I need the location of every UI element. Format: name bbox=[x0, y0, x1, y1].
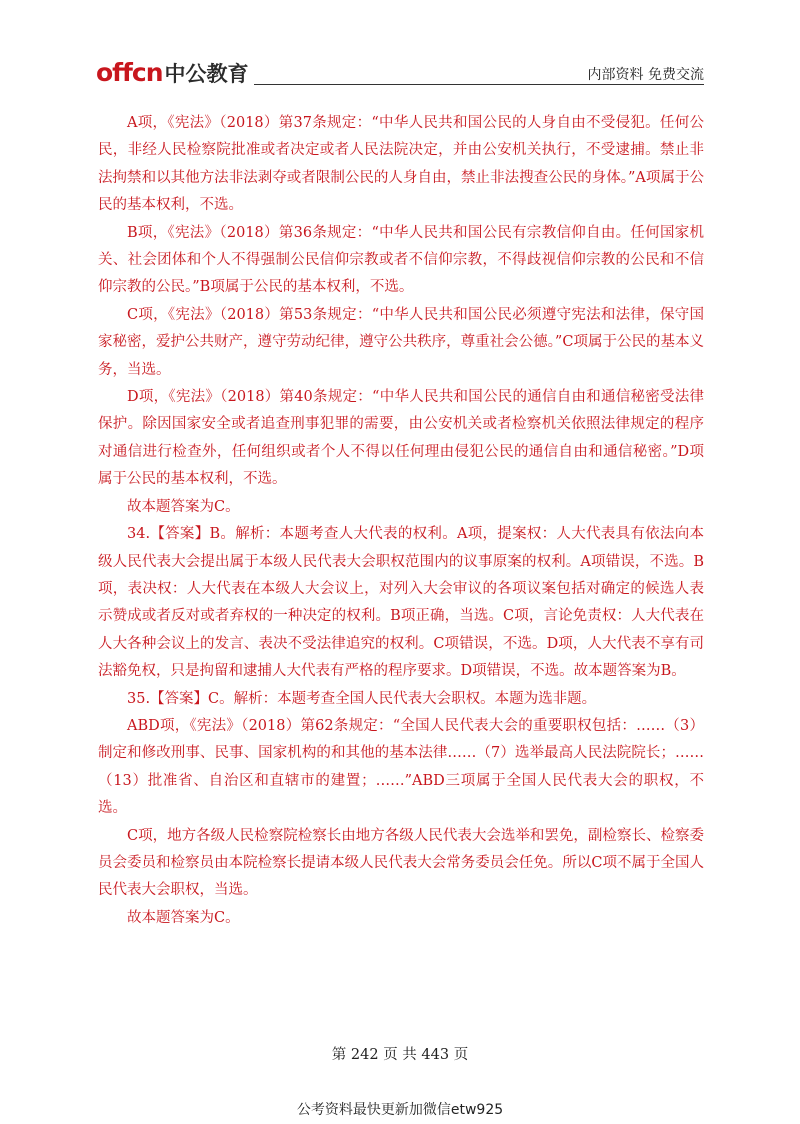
paragraph-option-abd: ABD项，《宪法》（2018）第62条规定：“全国人民代表大会的重要职权包括：……（3）制定和修改刑事、民事、国家机构的和其他的基本法律……（7）选举最高人民法院院长；……（13）批准省、自治区和直辖市的建置；……”ABD三项属于全国人民代表大会的职权，不选。 bbox=[98, 717, 704, 817]
paragraph-option-a: A项，《宪法》（2018）第37条规定：“中华人民共和国公民的人身自由不受侵犯。任何公民，非经人民检察院批准或者决定或者人民法院决定，并由公安机关执行，不受逮捕。禁止非法拘禁和以其他方法非法剥夺或者限制公民的人身自由，禁止非法搜查公民的身体。”A项属于公民的基本权利，不选。 bbox=[98, 115, 704, 214]
paragraph-option-c: C项，《宪法》（2018）第53条规定：“中华人民共和国公民必须遵守宪法和法律，保守国家秘密，爱护公共财产，遵守劳动纪律，遵守公共秩序，尊重社会公德。”C项属于公民的基本义务，当选。 bbox=[98, 306, 704, 378]
paragraph-option-b: B项，《宪法》（2018）第36条规定：“中华人民共和国公民有宗教信仰自由。任何国家机关、社会团体和个人不得强制公民信仰宗教或者不信仰宗教，不得歧视信仰宗教的公民和不信仰宗教的公民。”B项属于公民的基本权利，不选。 bbox=[98, 224, 704, 296]
paragraph-option-c-35: C项，地方各级人民检察院检察长由地方各级人民代表大会选举和罢免，副检察长、检察委员会委员和检察员由本院检察长提请本级人民代表大会常务委员会任免。所以C项不属于全国人民代表大会职权，当选。 bbox=[98, 827, 704, 899]
header-divider bbox=[254, 84, 704, 85]
document-body bbox=[98, 110, 704, 932]
logo-latin-text: offcn bbox=[96, 58, 163, 87]
paragraph-answer-35: 故本题答案为C。 bbox=[127, 909, 240, 926]
offcn-logo bbox=[96, 58, 249, 88]
paragraph-question-35: 35.【答案】C。解析：本题考查全国人民代表大会职权。本题为选非题。 bbox=[127, 690, 597, 707]
paragraph-option-d: D项，《宪法》（2018）第40条规定：“中华人民共和国公民的通信自由和通信秘密受法律保护。除因国家安全或者追查刑事犯罪的需要，由公安机关或者检察机关依照法律规定的程序对通信进行检查外，任何组织或者个人不得以任何理由侵犯公民的通信自由和通信秘密。”D项属于公民的基本权利，不选。 bbox=[98, 389, 704, 488]
logo-chinese-text: 中公教育 bbox=[164, 62, 249, 86]
paragraph-question-34: 34.【答案】B。解析：本题考查人大代表的权利。A项，提案权：人大代表具有依法向本级人民代表大会提出属于本级人民代表大会职权范围内的议事原案的权利。A项错误，不选。B项，表决权：人大代表在本级人大会议上，对列入大会审议的各项议案包括对确定的候选人表示赞成或者反对或者弃权的一种决定的权利。B项正确，当选。C项，言论免责权：人大代表在人大各种会议上的发言、表决不受法律追究的权利。C项错误，不选。D项，人大代表不享有司法豁免权，只是拘留和逮捕人大代表有严格的程序要求。D项错误，不选。故本题答案为B。 bbox=[98, 526, 704, 680]
paragraph-answer-33: 故本题答案为C。 bbox=[127, 498, 240, 515]
footer-note: 公考资料最快更新加微信etw925 bbox=[296, 1102, 504, 1118]
page-header bbox=[96, 58, 704, 86]
header-right-text: 内部资料 免费交流 bbox=[587, 67, 704, 83]
page-number: 第 242 页 共 443 页 bbox=[331, 1047, 469, 1063]
